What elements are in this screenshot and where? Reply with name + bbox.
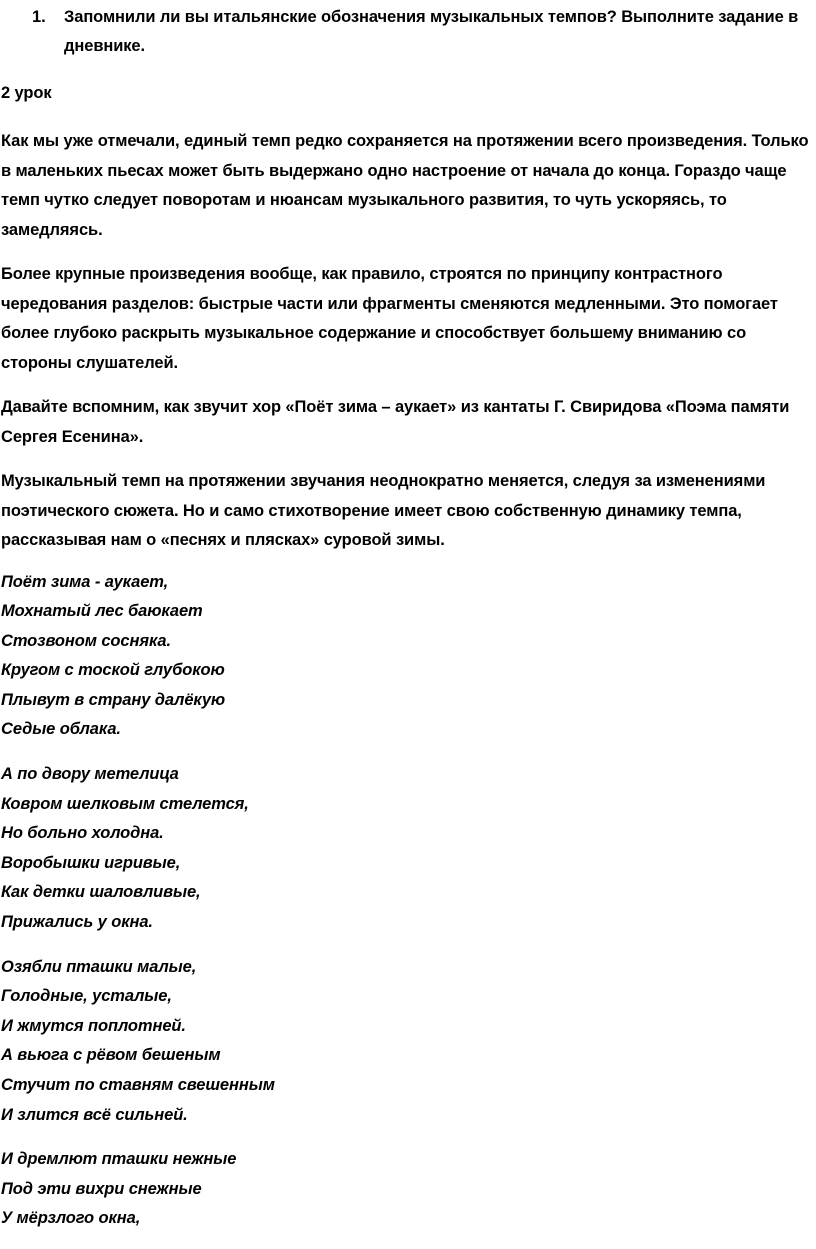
poem-line: И злится всё сильней.: [1, 1105, 188, 1124]
poem-line: Голодные, усталые,: [1, 987, 172, 1006]
task-text: Запомнили ли вы итальянские обозначения музыкальных темпов? Выполните задание в дневнике.: [64, 8, 799, 55]
poem-line: Прижались у окна.: [1, 913, 153, 932]
poem-line: Стучит по ставням свешенным: [1, 1076, 275, 1094]
poem-line: А по двору метелица: [1, 765, 179, 784]
poem-line: Поёт зима - аукает,: [1, 572, 169, 591]
poem-line: Кругом с тоской глубокою: [1, 661, 225, 680]
poem-line: У мёрзлого окна,: [1, 1209, 141, 1228]
document-page: [0, 3, 816, 1249]
paragraph-tempo-changes: Как мы уже отмечали, единый темп редко сохраняется на протяжении всего произведения. Только в маленьких пьесах может быть выдержано одно настроение от начала до конца. Гораздо чаще темп чутко следует поворотам и нюансам музыкального развития, то чуть ускоряясь, то замедляясь.: [1, 132, 809, 239]
poem-stanza: [1, 568, 816, 746]
poem-line: И дремлют пташки нежные: [1, 1150, 237, 1169]
poem-line: И жмутся поплотней.: [1, 1016, 186, 1035]
lesson-heading: 2 урок: [1, 84, 52, 102]
poem-line: Плывут в страну далёкую: [1, 690, 226, 709]
poem-line: Стозвоном сосняка.: [1, 631, 171, 650]
task-number: 1.: [32, 8, 46, 26]
poem-stanza: [1, 760, 816, 938]
poem-line: Как детки шаловливые,: [1, 883, 201, 902]
poem-line: Воробышки игривые,: [1, 853, 181, 872]
poem-stanza: [1, 953, 816, 1131]
poem-line: Мохнатый лес баюкает: [1, 602, 203, 621]
poem-line: Но больно холодна.: [1, 824, 164, 843]
task-item: [1, 3, 816, 61]
poem-line: Озябли пташки малые,: [1, 957, 197, 976]
paragraph-contrast-sections: Более крупные произведения вообще, как правило, строятся по принципу контрастного чередования разделов: быстрые части или фрагменты сменяются медленными. Это помогает более глубоко раскрыть музыкальное содержание и способствует большему вниманию со стороны слушателей.: [1, 265, 778, 372]
poem-line: Ковром шелковым стелется,: [1, 794, 249, 813]
poem-stanza: [1, 1145, 816, 1234]
poem-line: А вьюга с рёвом бешеным: [1, 1046, 221, 1065]
poem-line: Седые облака.: [1, 720, 121, 739]
poem-line: Под эти вихри снежные: [1, 1179, 202, 1198]
paragraph-sviridov-chorus: Давайте вспомним, как звучит хор «Поёт зима – аукает» из кантаты Г. Свиридова «Поэма памяти Сергея Есенина».: [1, 398, 790, 446]
paragraph-poem-dynamics: Музыкальный темп на протяжении звучания неоднократно меняется, следуя за изменениями поэтического сюжета. Но и само стихотворение имеет свою собственную динамику темпа, рассказывая нам о «песнях и плясках» суровой зимы.: [1, 472, 766, 549]
